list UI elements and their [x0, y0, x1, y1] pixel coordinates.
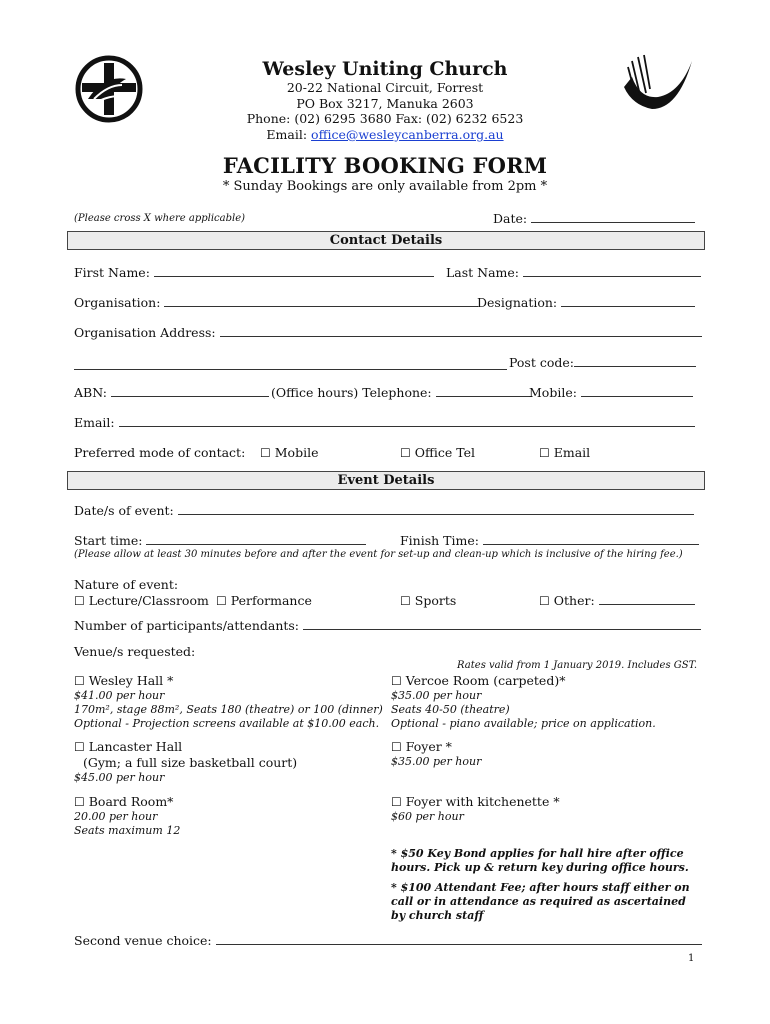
venue-wesley-hall[interactable]: [74, 673, 173, 688]
venue-board-detail: Seats maximum 12: [74, 824, 181, 837]
post-code-label: Post code:: [509, 355, 574, 370]
contact-email-label: Email:: [74, 415, 115, 430]
instruction-note: (Please cross X where applicable): [74, 213, 246, 224]
date-line[interactable]: [531, 211, 695, 223]
post-code-line[interactable]: [574, 355, 696, 367]
email-line: [0, 127, 770, 143]
preferred-mode-label: Preferred mode of contact:: [74, 445, 246, 460]
finish-time-field[interactable]: [400, 533, 699, 548]
last-name-label: Last Name:: [446, 265, 520, 280]
venue-wesley-label: Wesley Hall *: [88, 673, 174, 688]
venues-requested-label: Venue/s requested:: [74, 644, 196, 659]
abn-line[interactable]: [111, 385, 269, 397]
nature-label: Nature of event:: [74, 577, 179, 592]
participants-line[interactable]: [303, 618, 701, 630]
event-dates-field[interactable]: [74, 503, 694, 518]
venue-vercoe-label: Vercoe Room (carpeted)*: [405, 673, 566, 688]
address-line-2: PO Box 3217, Manuka 2603: [296, 96, 474, 111]
participants-field[interactable]: [74, 618, 701, 633]
organisation-field[interactable]: [74, 295, 478, 310]
mobile-line[interactable]: [581, 385, 693, 397]
office-tel-field[interactable]: [271, 385, 532, 400]
abn-field[interactable]: [74, 385, 269, 400]
designation-line[interactable]: [561, 295, 695, 307]
venue-vercoe-room[interactable]: [391, 673, 565, 688]
nature-lecture-option[interactable]: [74, 593, 209, 608]
second-venue-line[interactable]: [216, 933, 702, 945]
phone-fax: Phone: (02) 6295 3680 Fax: (02) 6232 6523: [246, 111, 524, 126]
venue-foyer-price: $35.00 per hour: [391, 755, 482, 768]
rates-note: Rates valid from 1 January 2019. Includes GST.: [457, 660, 697, 671]
finish-time-line[interactable]: [483, 533, 699, 545]
mode-email-option[interactable]: [539, 445, 590, 460]
venue-wesley-optional: Optional - Projection screens available at $10.00 each.: [74, 717, 380, 730]
first-name-label: First Name:: [74, 265, 150, 280]
mode-mobile-label: Mobile: [274, 445, 319, 460]
designation-field[interactable]: [477, 295, 695, 310]
contact-details-header: Contact Details: [67, 231, 705, 250]
start-time-label: Start time:: [74, 533, 143, 548]
venue-wesley-price: $41.00 per hour: [74, 689, 165, 702]
nature-lecture-label: Lecture/Classroom: [88, 593, 209, 608]
venue-board-label: Board Room*: [88, 794, 174, 809]
org-address-field[interactable]: [74, 325, 702, 340]
abn-label: ABN:: [74, 385, 107, 400]
nature-performance-option[interactable]: [216, 593, 312, 608]
nature-sports-label: Sports: [414, 593, 457, 608]
organisation-line[interactable]: [164, 295, 478, 307]
venue-lancaster-label: Lancaster Hall: [88, 739, 183, 754]
nature-other-option[interactable]: [539, 593, 695, 608]
address-line-1: 20-22 National Circuit, Forrest: [286, 80, 484, 95]
checkbox-icon[interactable]: ☐: [216, 594, 227, 608]
mode-office-option[interactable]: [400, 445, 475, 460]
mode-email-label: Email: [553, 445, 591, 460]
attendant-fee-note: * $100 Attendant Fee; after hours staff either on call or in attendance as required as ascertained by church staff: [391, 881, 690, 922]
start-time-field[interactable]: [74, 533, 366, 548]
mobile-label: Mobile:: [529, 385, 577, 400]
designation-label: Designation:: [477, 295, 558, 310]
event-dates-label: Date/s of event:: [74, 503, 174, 518]
mode-office-label: Office Tel: [414, 445, 476, 460]
checkbox-icon[interactable]: ☐: [400, 446, 411, 460]
venue-foyer[interactable]: [391, 739, 452, 754]
organisation-label: Organisation:: [74, 295, 161, 310]
email-link[interactable]: office@wesleycanberra.org.au: [311, 127, 504, 142]
nature-performance-label: Performance: [230, 593, 312, 608]
org-address-label: Organisation Address:: [74, 325, 216, 340]
venue-vercoe-optional: Optional - piano available; price on application.: [391, 717, 656, 730]
office-tel-line[interactable]: [436, 385, 532, 397]
checkbox-icon[interactable]: ☐: [391, 740, 402, 754]
first-name-line[interactable]: [154, 265, 434, 277]
form-title: FACILITY BOOKING FORM: [222, 153, 548, 178]
second-venue-label: Second venue choice:: [74, 933, 212, 948]
venue-vercoe-price: $35.00 per hour: [391, 689, 482, 702]
checkbox-icon[interactable]: ☐: [74, 594, 85, 608]
date-label: Date:: [493, 211, 528, 226]
checkbox-icon[interactable]: ☐: [74, 795, 85, 809]
church-name: Wesley Uniting Church: [262, 58, 508, 80]
mobile-field[interactable]: [529, 385, 693, 400]
email-label: Email:: [266, 127, 312, 142]
venue-wesley-detail: 170m², stage 88m², Seats 180 (theatre) or 100 (dinner): [74, 703, 383, 716]
checkbox-icon[interactable]: ☐: [391, 795, 402, 809]
mode-mobile-option[interactable]: [260, 445, 318, 460]
post-code-field[interactable]: [509, 355, 696, 370]
venue-foyer-kitchen-label: Foyer with kitchenette *: [405, 794, 560, 809]
checkbox-icon[interactable]: ☐: [74, 740, 85, 754]
checkbox-icon[interactable]: ☐: [260, 446, 271, 460]
venue-lancaster-price: $45.00 per hour: [74, 771, 165, 784]
last-name-line[interactable]: [523, 265, 701, 277]
venue-vercoe-detail: Seats 40-50 (theatre): [391, 703, 510, 716]
event-details-header: Event Details: [67, 471, 705, 490]
venue-foyer-kitchenette[interactable]: [391, 794, 560, 809]
checkbox-icon[interactable]: ☐: [400, 594, 411, 608]
participants-label: Number of participants/attendants:: [74, 618, 300, 633]
contact-email-field[interactable]: [74, 415, 695, 430]
contact-email-line[interactable]: [119, 415, 695, 427]
nature-other-line[interactable]: [599, 593, 695, 605]
setup-note: (Please allow at least 30 minutes before and after the event for set-up and clean-up which is inclusive of the hiring fee.): [74, 549, 683, 560]
address-continuation-line[interactable]: [74, 369, 507, 370]
start-time-line[interactable]: [146, 533, 366, 545]
checkbox-icon[interactable]: ☐: [539, 446, 550, 460]
venue-foyer-kitchen-price: $60 per hour: [391, 810, 464, 823]
first-name-field[interactable]: [74, 265, 434, 280]
nature-other-label: Other:: [553, 593, 595, 608]
checkbox-icon[interactable]: ☐: [539, 594, 550, 608]
last-name-field[interactable]: [446, 265, 701, 280]
venue-board-room[interactable]: [74, 794, 173, 809]
venue-foyer-label: Foyer *: [405, 739, 452, 754]
finish-time-label: Finish Time:: [400, 533, 479, 548]
key-bond-note: * $50 Key Bond applies for hall hire after office hours. Pick up & return key during office hours.: [391, 847, 689, 874]
checkbox-icon[interactable]: ☐: [74, 674, 85, 688]
checkbox-icon[interactable]: ☐: [391, 674, 402, 688]
second-venue-field[interactable]: [74, 933, 702, 948]
nature-sports-option[interactable]: [400, 593, 456, 608]
office-tel-label: (Office hours) Telephone:: [271, 385, 432, 400]
date-field[interactable]: [493, 211, 695, 226]
event-dates-line[interactable]: [178, 503, 694, 515]
org-address-line[interactable]: [220, 325, 702, 337]
venue-lancaster-detail: (Gym; a full size basketball court): [83, 755, 298, 770]
form-subtitle: * Sunday Bookings are only available from 2pm *: [222, 179, 548, 194]
venue-lancaster-hall[interactable]: [74, 739, 182, 754]
venue-board-price: 20.00 per hour: [74, 810, 158, 823]
page-number: 1: [688, 953, 695, 964]
